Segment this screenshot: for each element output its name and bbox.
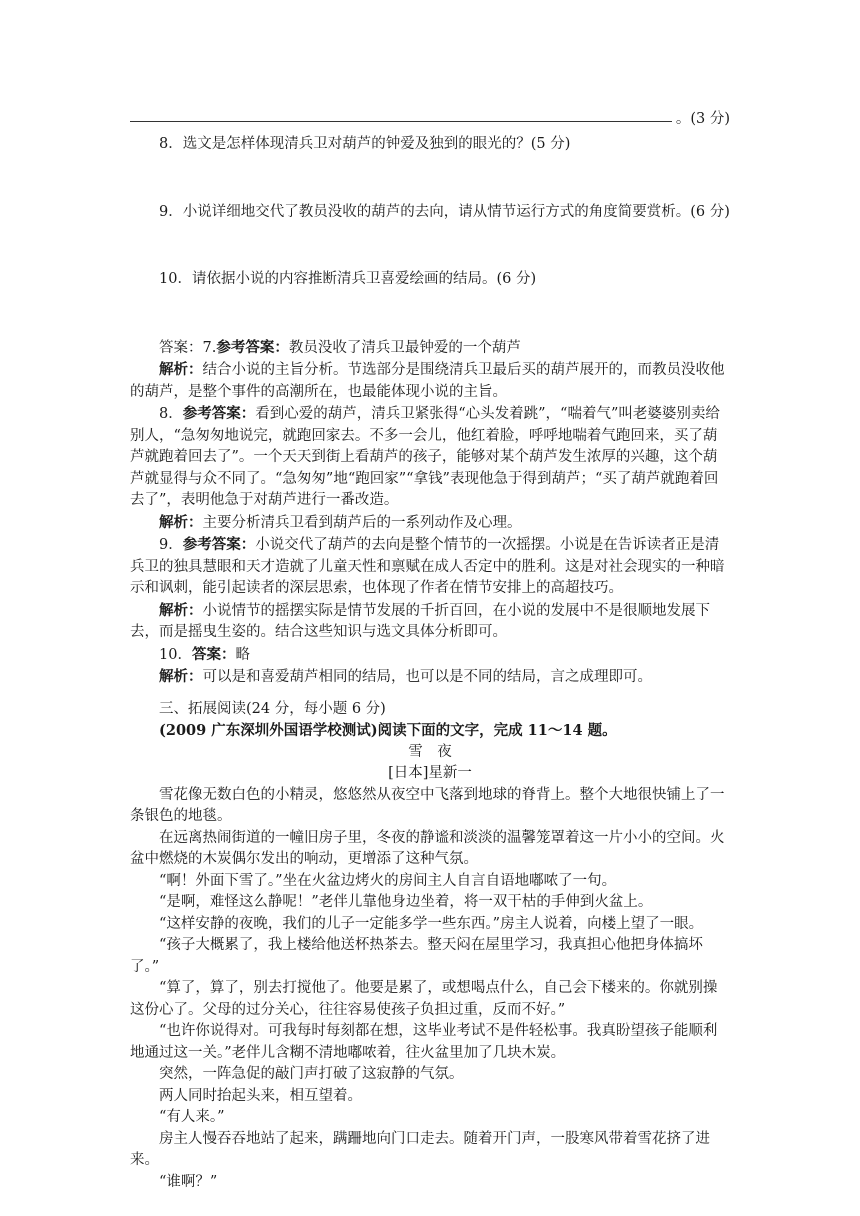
question-10: 10．请依据小说的内容推断清兵卫喜爱绘画的结局。(6 分) — [159, 271, 537, 287]
story-paragraph: 房主人慢吞吞地站了起来，蹒跚地向门口走去。随着开门声，一股寒风带着雪花挤了进来。 — [130, 1130, 710, 1168]
ref-answer-label: 参考答案： — [182, 405, 256, 422]
story-author: [日本]星新一 — [388, 765, 472, 781]
story-paragraph: 雪花像无数白色的小精灵，悠悠然从夜空中飞落到地球的脊背上。整个大地很快铺上了一条银色的地毯。 — [130, 786, 725, 824]
analysis-label: 解析： — [159, 513, 203, 531]
analysis-9 — [130, 600, 730, 644]
ref-answer-label: 参考答案： — [216, 338, 289, 356]
answer-blank — [130, 121, 672, 122]
answer-7-text: 教员没收了清兵卫最钟爱的一个葫芦 — [288, 339, 521, 356]
story-paragraph: “谁啊？” — [159, 1173, 218, 1190]
story-paragraph: “是啊，难怪这么静呢！”老伴儿靠他身边坐着，将一双干枯的手伸到火盆上。 — [159, 894, 653, 910]
analysis-10 — [130, 666, 730, 689]
analysis-label: 解析： — [159, 668, 203, 685]
answer-9 — [130, 534, 730, 600]
story-paragraph: “孩子大概累了，我上楼给他送杯热茶去。整天闷在屋里学习，我真担心他把身体搞坏了。” — [130, 937, 703, 975]
q7-answer-line — [130, 100, 730, 128]
answer-label: 答案： — [191, 645, 236, 663]
analysis-7 — [130, 359, 730, 403]
analysis-8 — [130, 512, 730, 535]
q7-score: 。(3 分) — [675, 111, 730, 127]
answer-10 — [130, 644, 730, 667]
story-paragraph: “算了，算了，别去打搅他了。他要是累了，或想喝点什么，自己会下楼来的。你就别操这份心了。父母的过分关心，往往容易使孩子负担过重，反而不好。” — [130, 980, 718, 1018]
analysis-7-text: 结合小说的主旨分析。节选部分是围绕清兵卫最后买的葫芦展开的，而教员没收他的葫芦，是整个事件的高潮所在，也最能体现小说的主旨。 — [130, 362, 725, 400]
story-paragraph: “啊！外面下雪了。”坐在火盆边烤火的房间主人自言自语地嘟哝了一句。 — [159, 872, 617, 889]
answer-prefix: 10． — [159, 646, 192, 663]
analysis-label: 解析： — [159, 601, 203, 619]
story-paragraph: “这样安静的夜晚，我们的儿子一定能多学一些东西。”房主人说着，向楼上望了一眼。 — [159, 915, 704, 932]
answer-prefix: 9． — [159, 537, 183, 553]
story-paragraph: “有人来。” — [159, 1109, 225, 1125]
analysis-8-text: 主要分析清兵卫看到葫芦后的一系列动作及心理。 — [202, 514, 522, 531]
answer-8 — [130, 403, 730, 512]
answer-8-text: 看到心爱的葫芦，清兵卫紧张得“心头发着跳”，“喘着气”叫老婆婆别卖给别人，“急匆匆地说完，就跑回家去。不多一会儿，他红着脸，呼呼地喘着气跑回来，买了葫芦就跑着回去了”。一个天天到街上看葫芦的孩子，能够对某个葫芦发生浓厚的兴趣，这个葫芦就显得与众不同了。“急匆匆”地“跑回家”“拿钱”表现他急于得到葫芦；“买了葫芦就跑着回去了”，表明他急于对葫芦进行一番改造。 — [130, 406, 720, 508]
story-paragraph: 两人同时抬起头来，相互望着。 — [159, 1087, 362, 1104]
story-paragraph: 突然，一阵急促的敲门声打破了这寂静的气氛。 — [159, 1066, 464, 1082]
section-3-source: (2009 广东深圳外国语学校测试)阅读下面的文字，完成 11～14 题。 — [159, 722, 617, 739]
story-paragraph: “也许你说得对。可我每时每刻都在想，这毕业考试不是件轻松事。我真盼望孩子能顺利地通过这一关。”老伴儿含糊不清地嘟哝着，往火盆里加了几块木炭。 — [130, 1023, 718, 1061]
answer-prefix: 8． — [159, 406, 183, 422]
story-paragraph: 在远离热闹街道的一幢旧房子里，冬夜的静谧和淡淡的温馨笼罩着这一片小小的空间。火盆中燃烧的木炭偶尔发出的响动，更增添了这种气氛。 — [130, 829, 725, 867]
analysis-10-text: 可以是和喜爱葫芦相同的结局，也可以是不同的结局，言之成理即可。 — [202, 669, 652, 685]
answer-prefix: 答案：7. — [159, 339, 217, 356]
answer-9-text: 小说交代了葫芦的去向是整个情节的一次摇摆。小说是在告诉读者正是清兵卫的独具慧眼和天才造就了儿童天性和禀赋在成人否定中的胜利。这是对社会现实的一种暗示和讽刺，能引起读者的深层思索，也体现了作者在情节安排上的高超技巧。 — [130, 537, 725, 596]
analysis-label: 解析： — [159, 361, 203, 378]
ref-answer-label: 参考答案： — [182, 536, 256, 553]
answer-10-text: 略 — [235, 646, 250, 663]
question-9: 9．小说详细地交代了教员没收的葫芦的去向，请从情节运行方式的角度简要赏析。(6 分) — [159, 203, 730, 220]
answer-7 — [130, 337, 730, 360]
section-3-heading: 三、拓展阅读(24 分，每小题 6 分) — [159, 700, 386, 717]
question-8: 8．选文是怎样体现清兵卫对葫芦的钟爱及独到的眼光的？(5 分) — [159, 136, 571, 152]
document-page — [130, 100, 730, 1193]
analysis-9-text: 小说情节的摇摆实际是情节发展的千折百回，在小说的发展中不是很顺地发展下去，而是摇曳生姿的。结合这些知识与选文具体分析即可。 — [130, 602, 710, 640]
story-title: 雪 夜 — [408, 743, 452, 760]
